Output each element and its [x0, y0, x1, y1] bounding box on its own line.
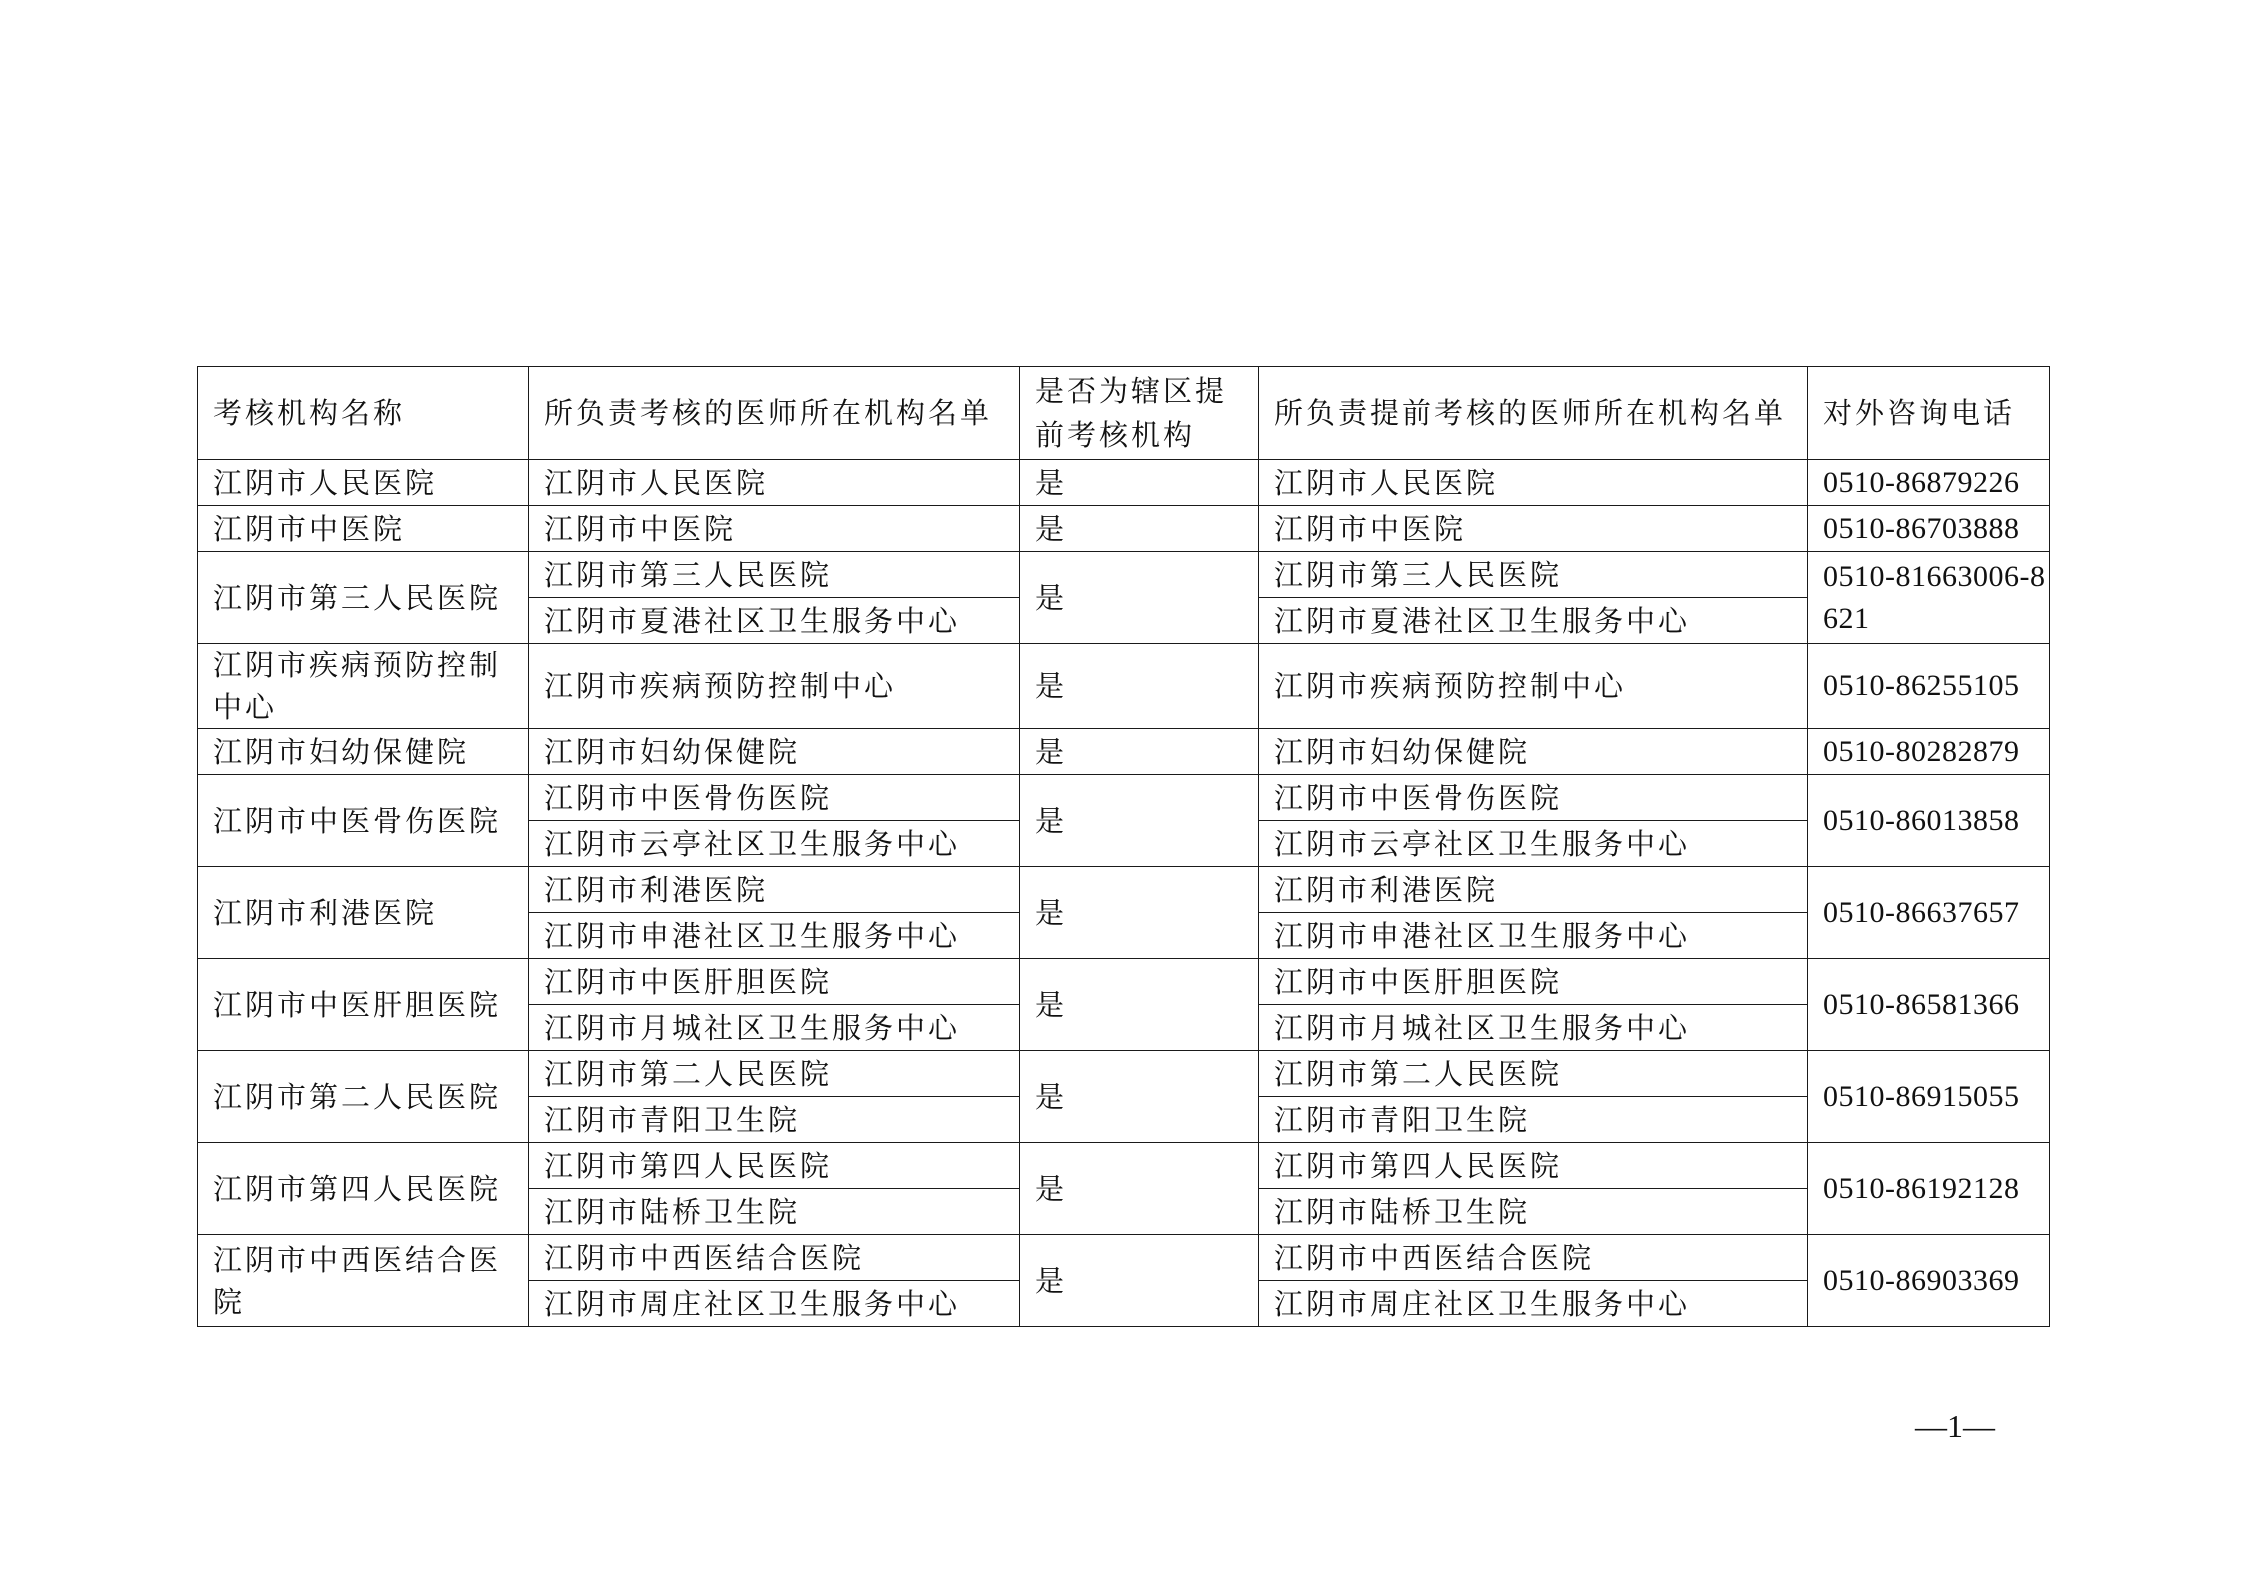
cell-institution-name: 江阴市中医院	[198, 506, 529, 552]
cell-advance-member-institution: 江阴市疾病预防控制中心	[1259, 644, 1808, 729]
cell-member-institution: 江阴市夏港社区卫生服务中心	[529, 598, 1020, 644]
cell-institution-name: 江阴市第四人民医院	[198, 1143, 529, 1235]
assessment-institution-table	[197, 366, 2050, 1327]
cell-is-advance: 是	[1020, 552, 1259, 644]
cell-advance-member-institution: 江阴市中医院	[1259, 506, 1808, 552]
table-row	[198, 775, 2050, 821]
cell-is-advance: 是	[1020, 1235, 1259, 1327]
cell-is-advance: 是	[1020, 867, 1259, 959]
cell-advance-member-institution: 江阴市利港医院	[1259, 867, 1808, 913]
cell-advance-member-institution: 江阴市月城社区卫生服务中心	[1259, 1005, 1808, 1051]
cell-member-institution: 江阴市中西医结合医院	[529, 1235, 1020, 1281]
cell-consult-phone: 0510-86879226	[1808, 460, 2050, 506]
header-is-advance-institution: 是否为辖区提前考核机构	[1020, 367, 1259, 460]
cell-institution-name: 江阴市第二人民医院	[198, 1051, 529, 1143]
cell-consult-phone: 0510-86637657	[1808, 867, 2050, 959]
cell-is-advance: 是	[1020, 775, 1259, 867]
cell-institution-name: 江阴市人民医院	[198, 460, 529, 506]
header-institution-name: 考核机构名称	[198, 367, 529, 460]
cell-is-advance: 是	[1020, 506, 1259, 552]
cell-consult-phone: 0510-86255105	[1808, 644, 2050, 729]
cell-advance-member-institution: 江阴市陆桥卫生院	[1259, 1189, 1808, 1235]
cell-consult-phone: 0510-86192128	[1808, 1143, 2050, 1235]
cell-is-advance: 是	[1020, 1051, 1259, 1143]
cell-advance-member-institution: 江阴市中医肝胆医院	[1259, 959, 1808, 1005]
table-row	[198, 1051, 2050, 1097]
cell-institution-name: 江阴市利港医院	[198, 867, 529, 959]
cell-member-institution: 江阴市中医肝胆医院	[529, 959, 1020, 1005]
cell-institution-name: 江阴市疾病预防控制中心	[198, 644, 529, 729]
cell-consult-phone: 0510-86013858	[1808, 775, 2050, 867]
cell-institution-name: 江阴市中医肝胆医院	[198, 959, 529, 1051]
header-row	[198, 367, 2050, 460]
cell-institution-name: 江阴市中医骨伤医院	[198, 775, 529, 867]
cell-member-institution: 江阴市人民医院	[529, 460, 1020, 506]
cell-consult-phone: 0510-86703888	[1808, 506, 2050, 552]
cell-advance-member-institution: 江阴市人民医院	[1259, 460, 1808, 506]
cell-is-advance: 是	[1020, 1143, 1259, 1235]
cell-member-institution: 江阴市云亭社区卫生服务中心	[529, 821, 1020, 867]
table-row	[198, 1235, 2050, 1281]
cell-member-institution: 江阴市利港医院	[529, 867, 1020, 913]
cell-advance-member-institution: 江阴市第四人民医院	[1259, 1143, 1808, 1189]
table-body	[198, 460, 2050, 1327]
cell-member-institution: 江阴市第三人民医院	[529, 552, 1020, 598]
cell-consult-phone: 0510-86903369	[1808, 1235, 2050, 1327]
cell-member-institution: 江阴市中医骨伤医院	[529, 775, 1020, 821]
cell-advance-member-institution: 江阴市申港社区卫生服务中心	[1259, 913, 1808, 959]
cell-is-advance: 是	[1020, 460, 1259, 506]
header-member-institutions: 所负责考核的医师所在机构名单	[529, 367, 1020, 460]
header-consult-phone: 对外咨询电话	[1808, 367, 2050, 460]
cell-consult-phone: 0510-86581366	[1808, 959, 2050, 1051]
cell-member-institution: 江阴市申港社区卫生服务中心	[529, 913, 1020, 959]
table-row	[198, 644, 2050, 729]
cell-member-institution: 江阴市第二人民医院	[529, 1051, 1020, 1097]
table-row	[198, 552, 2050, 598]
cell-institution-name: 江阴市第三人民医院	[198, 552, 529, 644]
cell-advance-member-institution: 江阴市青阳卫生院	[1259, 1097, 1808, 1143]
cell-advance-member-institution: 江阴市第二人民医院	[1259, 1051, 1808, 1097]
header-advance-member-institutions: 所负责提前考核的医师所在机构名单	[1259, 367, 1808, 460]
table-row	[198, 959, 2050, 1005]
page-number: —1—	[1915, 1408, 1995, 1444]
cell-advance-member-institution: 江阴市第三人民医院	[1259, 552, 1808, 598]
cell-advance-member-institution: 江阴市夏港社区卫生服务中心	[1259, 598, 1808, 644]
cell-member-institution: 江阴市青阳卫生院	[529, 1097, 1020, 1143]
cell-advance-member-institution: 江阴市妇幼保健院	[1259, 729, 1808, 775]
cell-institution-name: 江阴市妇幼保健院	[198, 729, 529, 775]
table-row	[198, 729, 2050, 775]
cell-advance-member-institution: 江阴市周庄社区卫生服务中心	[1259, 1281, 1808, 1327]
cell-member-institution: 江阴市陆桥卫生院	[529, 1189, 1020, 1235]
cell-is-advance: 是	[1020, 644, 1259, 729]
cell-member-institution: 江阴市第四人民医院	[529, 1143, 1020, 1189]
cell-institution-name: 江阴市中西医结合医院	[198, 1235, 529, 1327]
cell-is-advance: 是	[1020, 959, 1259, 1051]
table-row	[198, 460, 2050, 506]
cell-advance-member-institution: 江阴市云亭社区卫生服务中心	[1259, 821, 1808, 867]
cell-member-institution: 江阴市妇幼保健院	[529, 729, 1020, 775]
table-row	[198, 506, 2050, 552]
cell-advance-member-institution: 江阴市中医骨伤医院	[1259, 775, 1808, 821]
cell-member-institution: 江阴市疾病预防控制中心	[529, 644, 1020, 729]
cell-member-institution: 江阴市月城社区卫生服务中心	[529, 1005, 1020, 1051]
table-row	[198, 1143, 2050, 1189]
cell-member-institution: 江阴市中医院	[529, 506, 1020, 552]
cell-consult-phone: 0510-86915055	[1808, 1051, 2050, 1143]
table-header	[198, 367, 2050, 460]
cell-is-advance: 是	[1020, 729, 1259, 775]
cell-consult-phone: 0510-81663006-8621	[1808, 552, 2050, 644]
cell-consult-phone: 0510-80282879	[1808, 729, 2050, 775]
table-row	[198, 867, 2050, 913]
cell-member-institution: 江阴市周庄社区卫生服务中心	[529, 1281, 1020, 1327]
cell-advance-member-institution: 江阴市中西医结合医院	[1259, 1235, 1808, 1281]
